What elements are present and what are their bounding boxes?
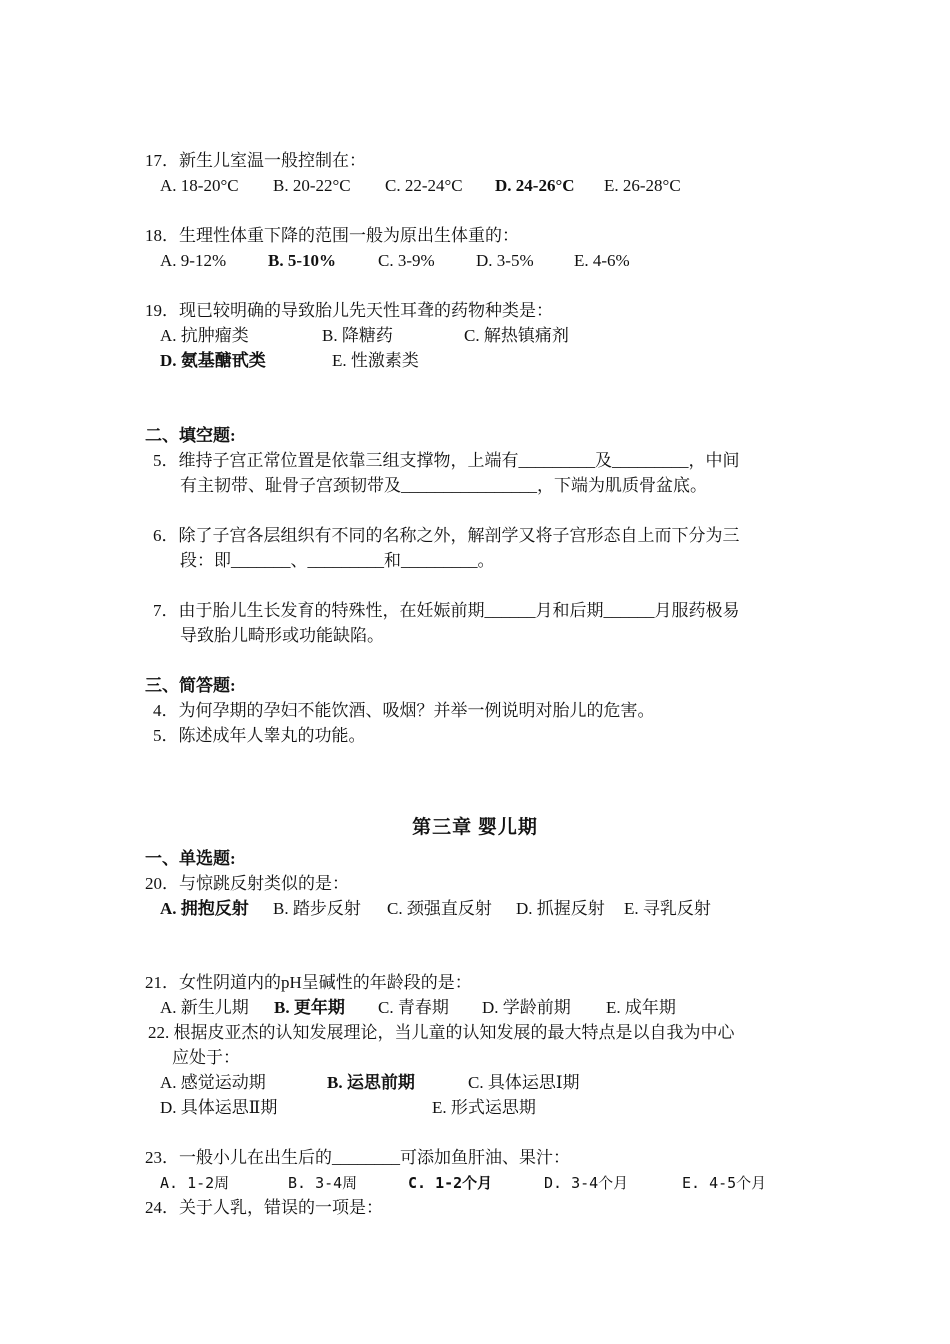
fill-blank-heading: 二、填空题: bbox=[145, 426, 236, 445]
q22-option-e: E. 形式运思期 bbox=[432, 1098, 536, 1117]
q22-option-c: C. 具体运思Ⅰ期 bbox=[468, 1073, 580, 1092]
q21-option-a: A. 新生儿期 bbox=[160, 998, 249, 1017]
q22-stem-line1: 22. 根据皮亚杰的认知发展理论，当儿童的认知发展的最大特点是以自我为中心 bbox=[148, 1023, 735, 1042]
fill-q6-line2: 段：即_______、_________和_________。 bbox=[180, 551, 495, 570]
q17-option-e: E. 26-28°C bbox=[604, 176, 681, 195]
q20-option-e: E. 寻乳反射 bbox=[624, 899, 711, 918]
q22-option-d: D. 具体运思Ⅱ期 bbox=[160, 1098, 278, 1117]
q22-option-b: B. 运思前期 bbox=[327, 1073, 415, 1092]
q18-option-a: A. 9-12% bbox=[160, 251, 227, 270]
q17-option-a: A. 18-20°C bbox=[160, 176, 239, 195]
q23-option-e: E. 4-5个月 bbox=[682, 1174, 767, 1192]
q23-option-b: B. 3-4周 bbox=[288, 1174, 358, 1192]
q17-option-d: D. 24-26°C bbox=[495, 176, 575, 195]
q17-option-b: B. 20-22°C bbox=[273, 176, 351, 195]
q21-option-c: C. 青春期 bbox=[378, 998, 449, 1017]
q23-option-c: C. 1-2个月 bbox=[408, 1174, 493, 1192]
q20-option-d: D. 抓握反射 bbox=[516, 899, 605, 918]
q20-option-b: B. 踏步反射 bbox=[273, 899, 361, 918]
q21-stem: 21．女性阴道内的pH呈碱性的年龄段的是： bbox=[145, 973, 472, 992]
q22-option-a: A. 感觉运动期 bbox=[160, 1073, 266, 1092]
q19-option-b: B. 降糖药 bbox=[322, 326, 393, 345]
q17-option-c: C. 22-24°C bbox=[385, 176, 463, 195]
q21-option-d: D. 学龄前期 bbox=[482, 998, 571, 1017]
q18-stem: 18．生理性体重下降的范围一般为原出生体重的： bbox=[145, 226, 519, 245]
fill-q7-line2: 导致胎儿畸形或功能缺陷。 bbox=[180, 626, 384, 645]
q19-option-c: C. 解热镇痛剂 bbox=[464, 326, 569, 345]
short-q4: 4．为何孕期的孕妇不能饮酒、吸烟？并举一例说明对胎儿的危害。 bbox=[153, 701, 655, 720]
fill-q5-line1: 5．维持子宫正常位置是依靠三组支撑物，上端有_________及_________，中间 bbox=[153, 451, 740, 470]
q23-stem: 23．一般小儿在出生后的________可添加鱼肝油、果汁： bbox=[145, 1148, 570, 1167]
short-q5: 5．陈述成年人睾丸的功能。 bbox=[153, 726, 366, 745]
q23-option-a: A. 1-2周 bbox=[160, 1174, 230, 1192]
q24-stem: 24．关于人乳，错误的一项是： bbox=[145, 1198, 383, 1217]
q18-option-e: E. 4-6% bbox=[574, 251, 630, 270]
q19-option-a: A. 抗肿瘤类 bbox=[160, 326, 249, 345]
q18-option-d: D. 3-5% bbox=[476, 251, 534, 270]
q19-stem: 19．现已较明确的导致胎儿先天性耳聋的药物种类是： bbox=[145, 301, 553, 320]
q21-option-e: E. 成年期 bbox=[606, 998, 676, 1017]
q17-stem: 17．新生儿室温一般控制在： bbox=[145, 151, 366, 170]
q23-option-d: D. 3-4个月 bbox=[544, 1174, 629, 1192]
q20-stem: 20．与惊跳反射类似的是： bbox=[145, 874, 349, 893]
fill-q7-line1: 7．由于胎儿生长发育的特殊性，在妊娠前期______月和后期______月服药极易 bbox=[153, 601, 740, 620]
fill-q6-line1: 6．除了子宫各层组织有不同的名称之外，解剖学又将子宫形态自上而下分为三 bbox=[153, 526, 740, 545]
short-answer-heading: 三、简答题: bbox=[145, 676, 236, 695]
q22-stem-line2: 应处于： bbox=[172, 1048, 240, 1067]
chapter-title: 第三章 婴儿期 bbox=[412, 817, 538, 838]
q18-option-c: C. 3-9% bbox=[378, 251, 435, 270]
fill-q5-line2: 有主韧带、耻骨子宫颈韧带及________________，下端为肌质骨盆底。 bbox=[180, 476, 707, 495]
single-choice-heading: 一、单选题: bbox=[145, 849, 236, 868]
q19-option-e: E. 性激素类 bbox=[332, 351, 419, 370]
q18-option-b: B. 5-10% bbox=[268, 251, 336, 270]
q20-option-c: C. 颈强直反射 bbox=[387, 899, 492, 918]
q21-option-b: B. 更年期 bbox=[274, 998, 345, 1017]
q19-option-d: D. 氨基醣甙类 bbox=[160, 351, 266, 370]
q20-option-a: A. 拥抱反射 bbox=[160, 899, 249, 918]
